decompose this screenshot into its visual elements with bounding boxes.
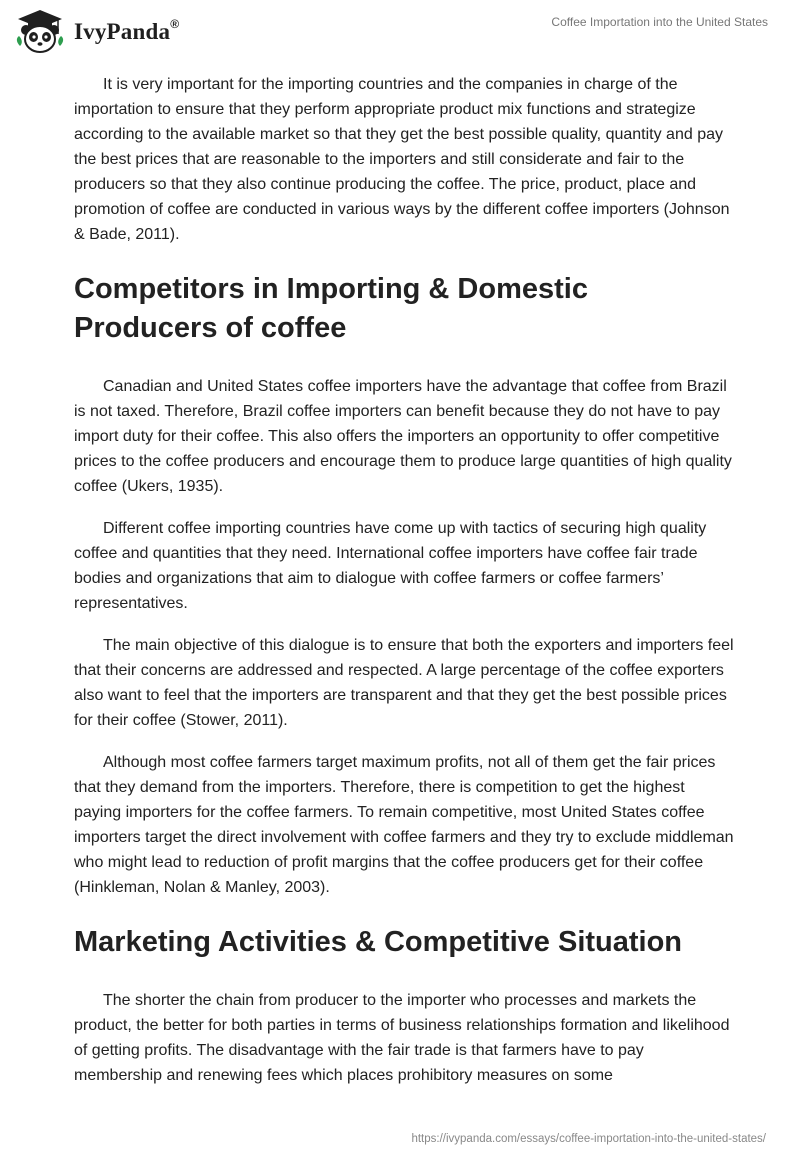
section-heading-marketing: Marketing Activities & Competitive Situation — [74, 926, 683, 958]
paragraph: The shorter the chain from producer to the importer who processes and markets the product, the better for both parties in terms of business relationships formation and likelihood of getting profits. The disadvantage with the fair trade is that farmers have to pay membership and renewing fees which places prohibitory measures on some — [74, 992, 730, 1084]
ivypanda-logo[interactable] — [14, 8, 179, 56]
document-title: Coffee Importation into the United States — [551, 15, 768, 29]
paragraph: Different coffee importing countries have come up with tactics of securing high quality coffee and quantities that they need. International coffee importers have coffee fair trade bodies and organizations that aim to dialogue with coffee farmers or coffee farmers’ representatives. — [74, 520, 707, 612]
page-header — [0, 0, 800, 64]
brand-text: IvyPanda — [74, 19, 171, 44]
essay-content — [74, 72, 734, 1105]
registered-mark: ® — [170, 17, 180, 31]
paragraph: It is very important for the importing countries and the companies in charge of the importation to ensure that they perform appropriate product mix functions and strategize according to the available market so that they get the best possible quality, quantity and pay the best prices that are reasonable to the importers and still considerate and fair to the producers so that they also continue producing the coffee. The price, product, place and promotion of coffee are conducted in various ways by the different coffee importers (Johnson & Bade, 2011). — [74, 76, 730, 243]
brand-name — [74, 19, 179, 45]
source-url[interactable]: https://ivypanda.com/essays/coffee-importation-into-the-united-states/ — [411, 1133, 766, 1145]
panda-graduate-logo-icon — [14, 8, 66, 56]
paragraph: Canadian and United States coffee importers have the advantage that coffee from Brazil is not taxed. Therefore, Brazil coffee importers can benefit because they do not have to pay import duty for their coffee. This also offers the importers an opportunity to offer competitive prices to the coffee producers and encourage them to produce large quantities of high quality coffee (Ukers, 1935). — [74, 378, 732, 495]
section-heading-competitors: Competitors in Importing & Domestic Producers of coffee — [74, 273, 588, 344]
paragraph: Although most coffee farmers target maximum profits, not all of them get the fair prices that they demand from the importers. Therefore, there is competition to get the highest paying importers for the coffee farmers. To remain competitive, most United States coffee importers target the direct involvement with coffee farmers and they try to exclude middleman who might lead to reduction of profit margins that the coffee producers get for their coffee (Hinkleman, Nolan & Manley, 2003). — [74, 754, 734, 896]
paragraph: The main objective of this dialogue is to ensure that both the exporters and importers feel that their concerns are addressed and respected. A large percentage of the coffee exporters also want to feel that the importers are transparent and that they get the best possible prices for their coffee (Stower, 2011). — [74, 637, 734, 729]
